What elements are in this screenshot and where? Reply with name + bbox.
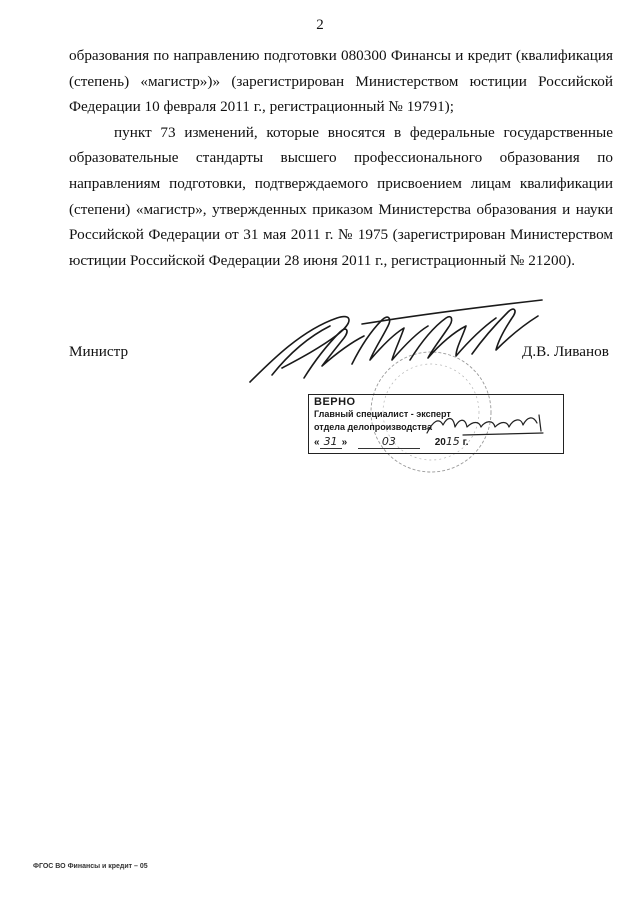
stamp-date-month: 03 [358, 435, 420, 449]
stamp-date-year-prefix: 20 [434, 437, 446, 448]
paragraph-1: образования по направлению подготовки 080300 Финансы и кредит (квалификация (степень) «магистр»)» (зарегистрирован Министерством юстиции Российской Федерации 10 февраля 2011 г., регистрационный № 19791); [69, 47, 613, 116]
page-number: 2 [316, 17, 324, 33]
signatory-title: Министр [69, 343, 129, 360]
stamp-date-year-suffix: 15 [445, 435, 460, 448]
stamp-date [314, 435, 469, 449]
minister-signature [242, 290, 552, 390]
stamp-title: ВЕРНО [314, 396, 356, 408]
signatory-name: Д.В. Ливанов [522, 343, 609, 360]
paragraph-2: пункт 73 изменений, которые вносятся в федеральные государственные образовательные стандарты высшего профессионального образования по направлениям подготовки, подтверждаемого присвоением лицам квалификации (степени) «магистр», утвержденных приказом Министерства образования и науки Российской Федерации от 31 мая 2011 г. № 1975 (зарегистрирован Министерством юстиции Российской Федерации 28 июня 2011 г., регистрационный № 21200). [69, 123, 613, 269]
stamp-date-day: 31 [320, 435, 342, 449]
stamp-date-open-quote: « [314, 437, 320, 448]
stamp-department: отдела делопроизводства [314, 422, 432, 432]
certification-stamp [308, 394, 564, 454]
document-footer: ФГОС ВО Финансы и кредит – 05 [33, 863, 148, 870]
stamp-position: Главный специалист - эксперт [314, 409, 451, 419]
document-body [69, 43, 613, 273]
stamp-date-year-unit: г. [462, 437, 469, 448]
stamp-date-close-quote: » [341, 437, 348, 448]
